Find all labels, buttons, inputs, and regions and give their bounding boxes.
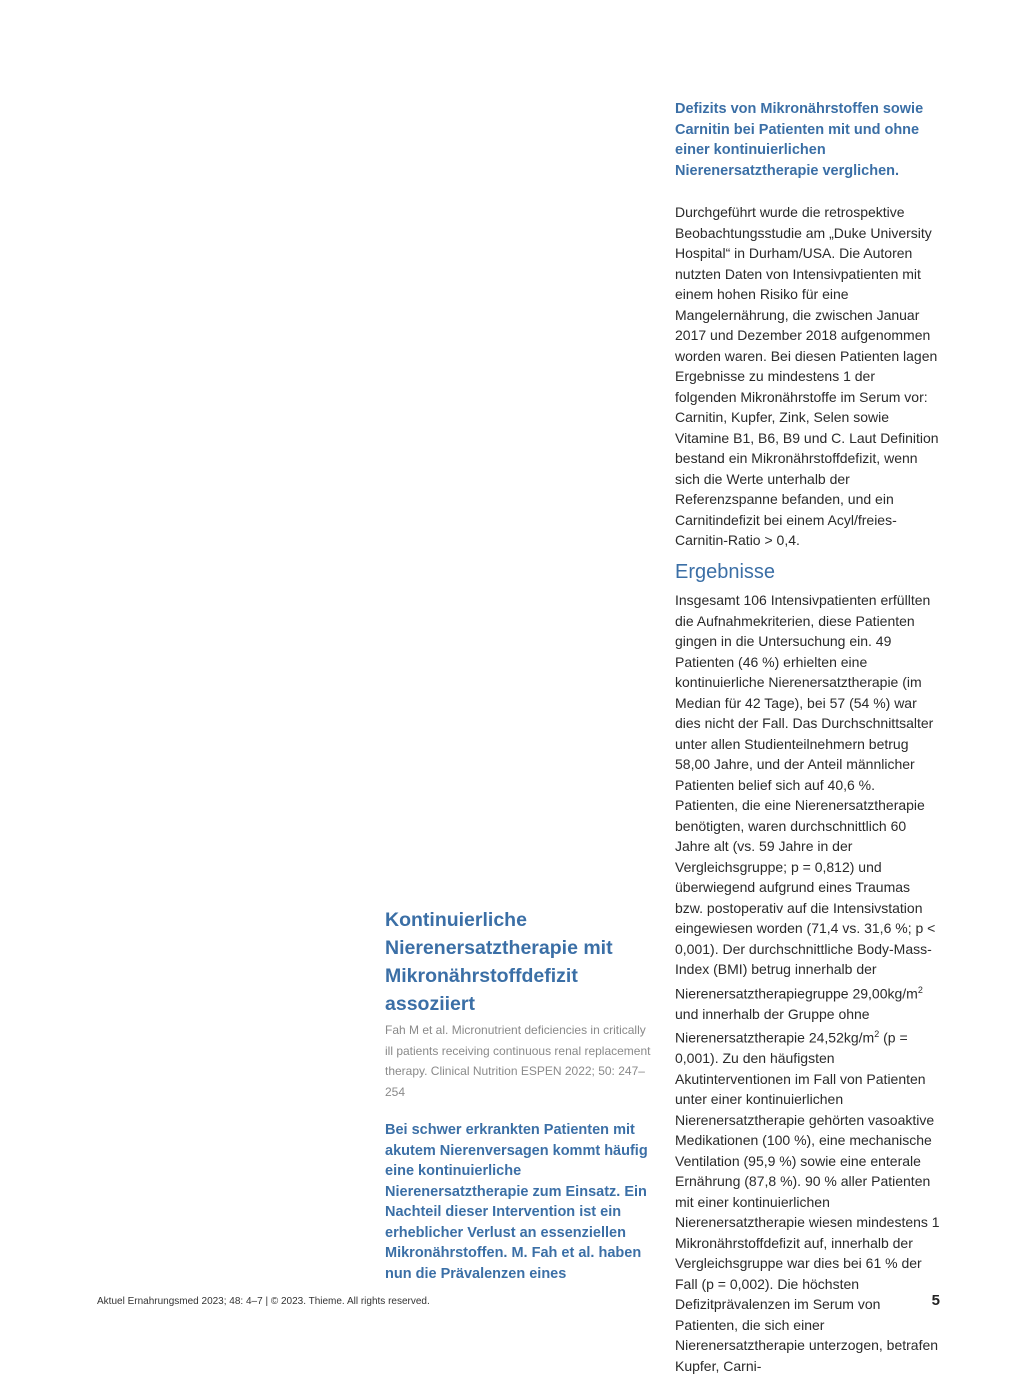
methods-paragraph: Durchgeführt wurde die retrospektive Beobachtungsstudie am „Duke University Hospital“ in Durham/USA. Die Autoren nutzten Daten von Intensivpatienten mit einem hohen Risiko für eine Mangelernährung, die zwischen Januar 2017 und Dezember 2018 aufgenommen worden waren. Bei diesen Patienten lagen Ergebnisse zu mindestens 1 der folgenden Mikronährstoffe im Serum vor: Carnitin, Kupfer, Zink, Selen sowie Vitamine B1, B6, B9 und C. Laut Definition bestand ein Mikronährstoffdefizit, wenn sich die Werte unterhalb der Referenzspanne befanden, und ein Carnitindefizit bei einem Acyl/freies-Carnitin-Ratio > 0,4. <box>675 204 939 548</box>
citation: Fah M et al. Micronutrient deficiencies in critically ill patients receiving continuous renal replacement therapy. Clinical Nutrition ESPEN 2022; 50: 247–254 <box>385 1023 651 1099</box>
lead-paragraph-continued: Defizits von Mikronährstoffen sowie Carnitin bei Patienten mit und ohne einer kontinuierlichen Nierenersatztherapie verglichen. <box>675 101 924 179</box>
results-text: Insgesamt 106 Intensivpatienten erfüllten die Aufnahmekriterien, diese Patienten gingen in die Untersuchung ein. 49 Patienten (46 %) erhielten eine kontinuierliche Nierenersatztherapie (im Median für 42 Tage), bei 57 (54 %) war dies nicht der Fall. Das Durchschnittsalter unter allen Studienteilnehmern betrug 58,00 Jahre, und der Anteil männlicher Patienten belief sich auf 40,6 %. Patienten, die eine Nierenersatztherapie benötigten, waren durchschnittlich 60 Jahre alt (vs. 59 Jahre in der Vergleichsgruppe; p = 0,812) und überwiegend aufgrund eines Traumas bzw. postoperativ auf die Intensivstation eingewiesen worden (71,4 vs. 31,6 %; p < 0,001). Der durchschnittliche Body-Mass-Index (BMI) betrug innerhalb der Nierenersatztherapiegruppe 29,00kg/m <box>675 592 936 1002</box>
results-paragraph <box>675 590 940 1376</box>
results-text: (p = 0,001). Zu den häufigsten Akutinterventionen im Fall von Patienten unter einer kontinuierlichen Nierenersatztherapie gehörten vasoaktive Medikationen (100 %), eine mechanische Ventilation (95,9 %) sowie eine enterale Ernährung (87,8 %). 90 % aller Patienten mit einer kontinuierlichen Nierenersatztherapie wiesen mindestens 1 Mikronährstoffdefizit auf, innerhalb der Vergleichsgruppe war dies bei 61 % der Fall (p = 0,002). Die höchsten Defizitprävalenzen im Serum von Patienten, die sich einer Nierenersatztherapie unterzogen, betrafen Kupfer, Carni- <box>675 1029 940 1374</box>
article-title: Kontinuierliche Nierenersatztherapie mit Mikronährstoffdefizit assoziiert <box>385 909 613 1015</box>
page-number: 5 <box>931 1292 940 1309</box>
results-heading: Ergebnisse <box>675 561 776 583</box>
superscript: 2 <box>874 1029 880 1040</box>
results-text: und innerhalb der Gruppe ohne Nierenersatztherapie 24,52kg/m <box>675 1005 875 1046</box>
superscript: 2 <box>917 984 923 995</box>
lead-paragraph-start: Bei schwer erkrankten Patienten mit akutem Nierenversagen kommt häufig eine kontinuierliche Nierenersatztherapie zum Einsatz. Ein Nachteil dieser Intervention ist ein erheblicher Verlust an essenziellen Mikronährstoffen. M. Fah et al. haben nun die Prävalenzen eines <box>385 1122 648 1282</box>
journal-footer: Aktuel Ernahrungsmed 2023; 48: 4–7 | © 2023. Thieme. All rights reserved. <box>97 1296 430 1307</box>
